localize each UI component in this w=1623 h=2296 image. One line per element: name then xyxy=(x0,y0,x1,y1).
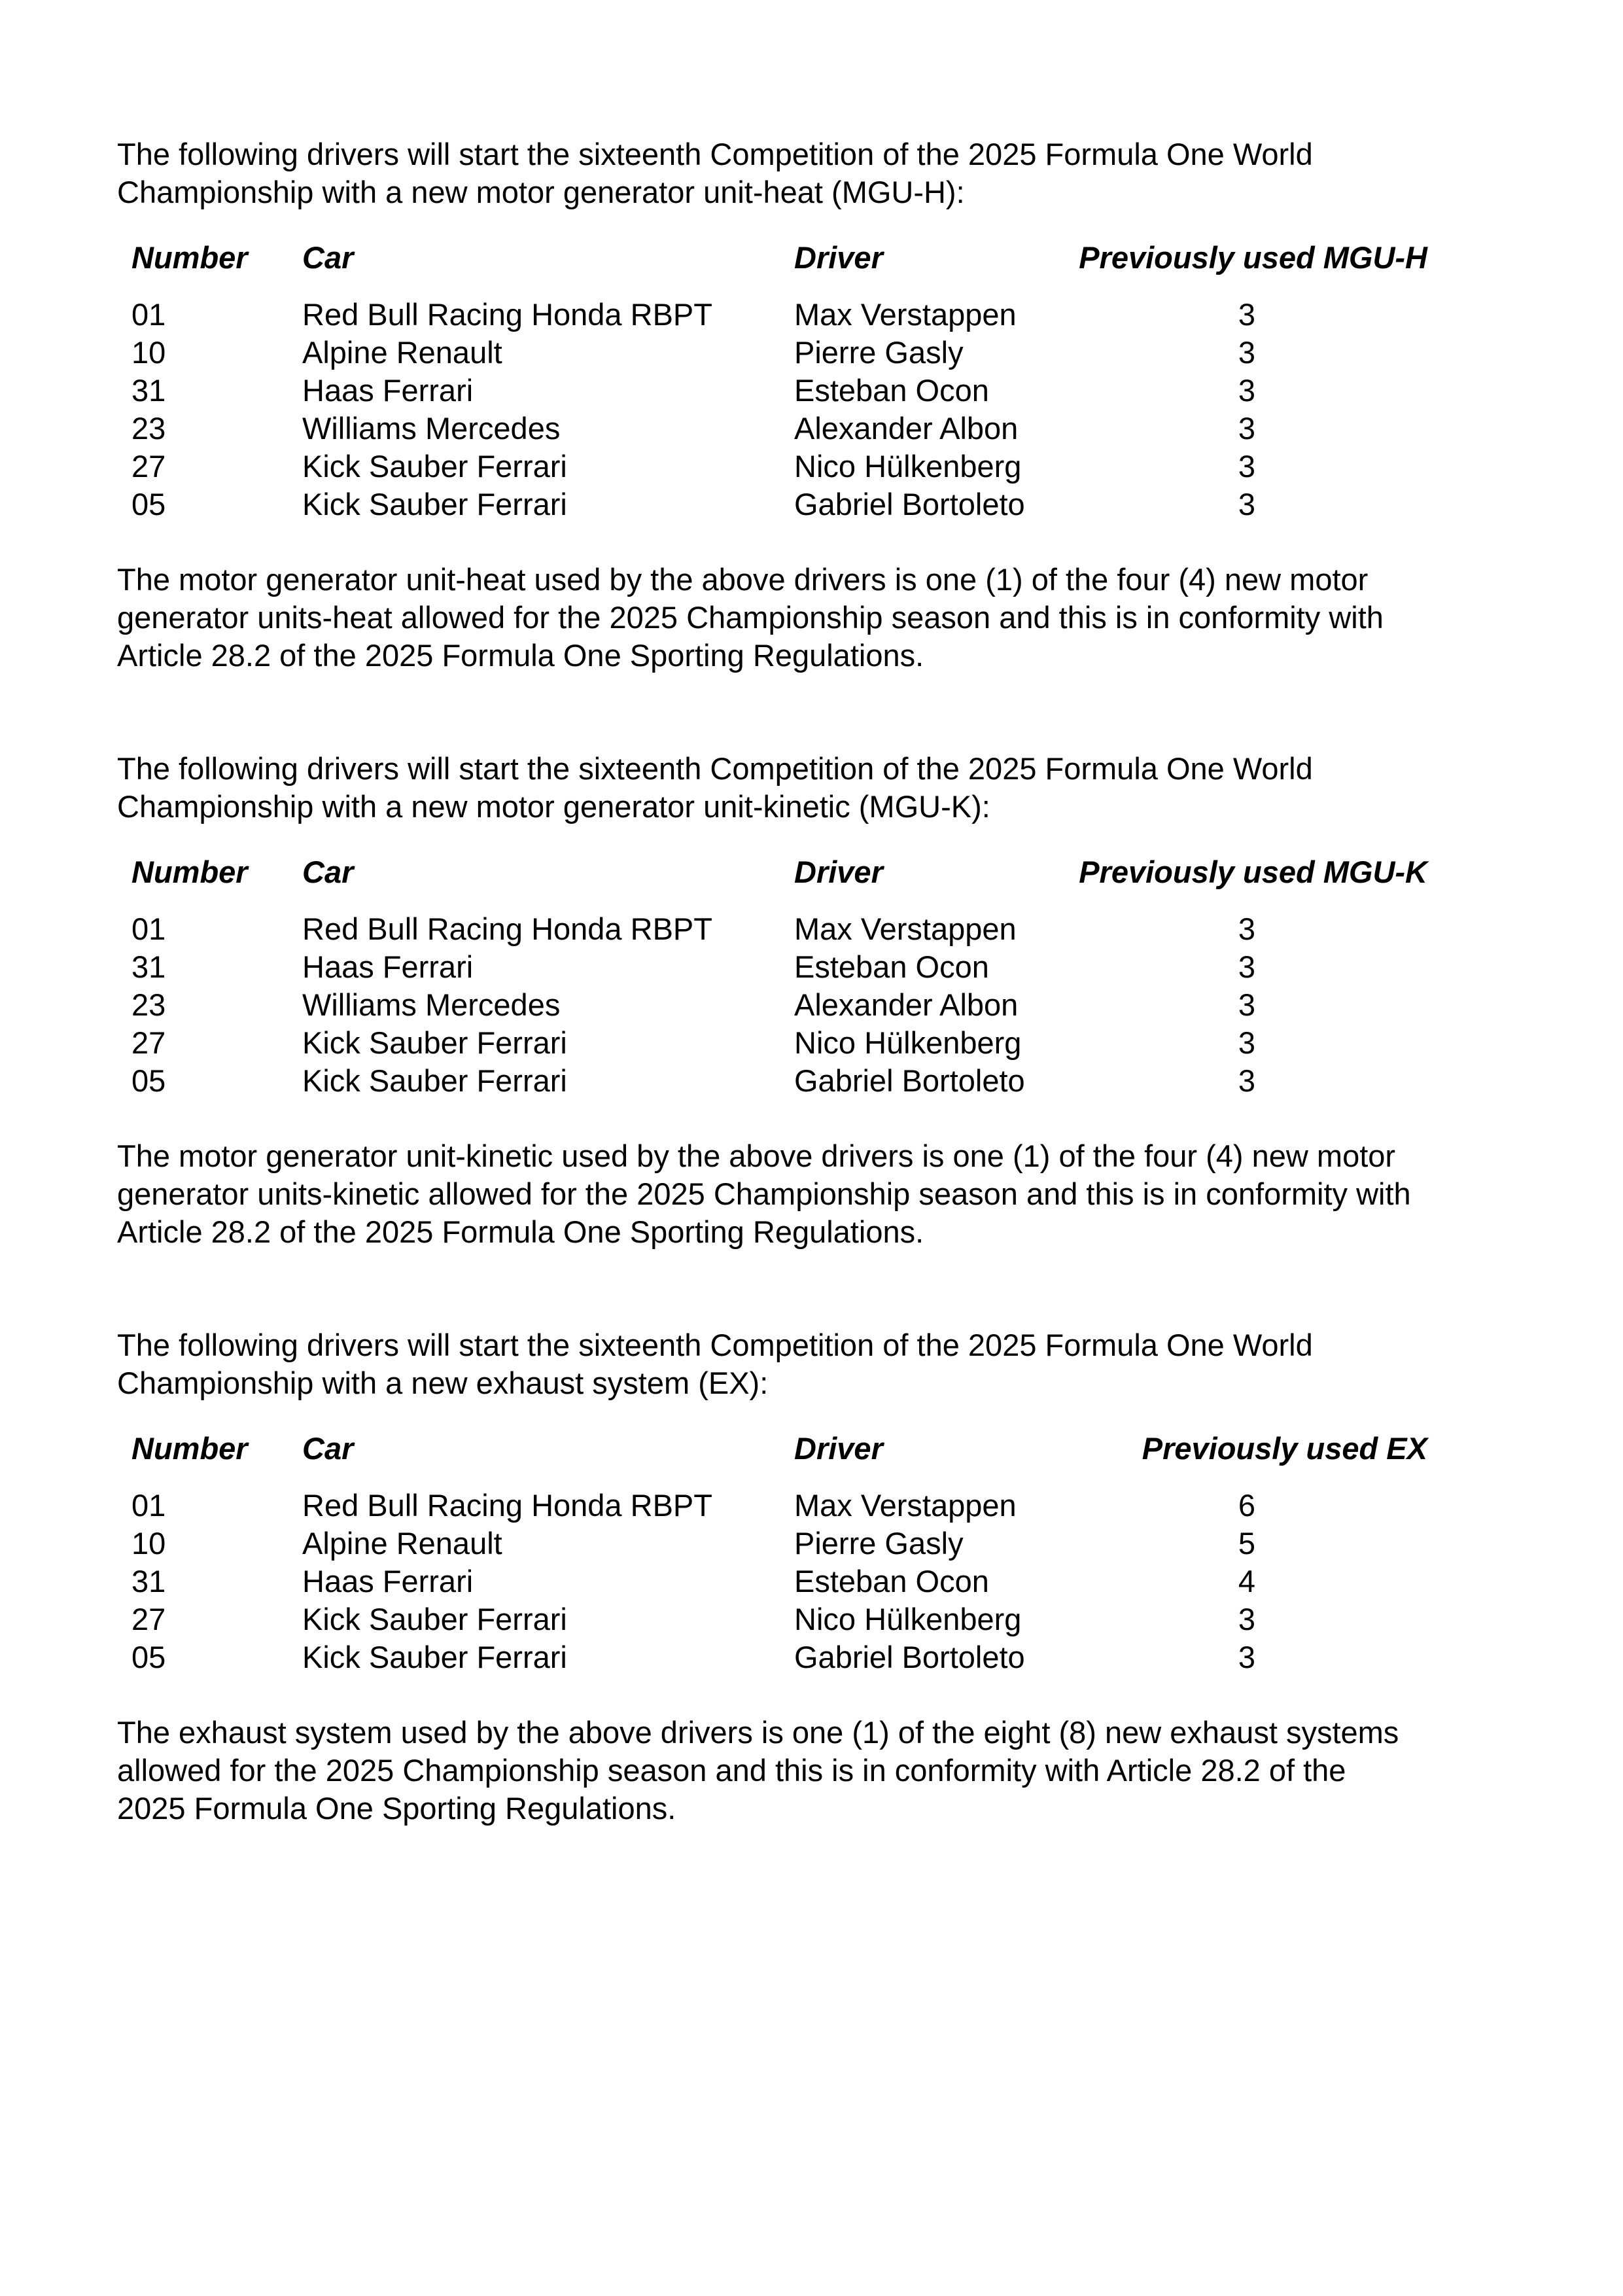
table-row xyxy=(0,1024,1623,1062)
cell-driver: Alexander Albon xyxy=(794,411,1019,446)
cell-driver: Pierre Gasly xyxy=(794,1526,964,1561)
cell-driver: Pierre Gasly xyxy=(794,335,964,370)
cell-number: 27 xyxy=(131,449,166,484)
ex-outro-line: allowed for the 2025 Championship season and this is in conformity with Article 28.2 of the xyxy=(117,1753,1346,1788)
mguh-outro xyxy=(117,561,1530,675)
cell-previous: 6 xyxy=(1238,1488,1256,1523)
cell-previous: 3 xyxy=(1238,987,1256,1022)
cell-driver: Esteban Ocon xyxy=(794,949,989,984)
header-number: Number xyxy=(131,240,248,275)
cell-car: Kick Sauber Ferrari xyxy=(302,1640,567,1674)
mguh-rows xyxy=(0,296,1623,523)
cell-driver: Max Verstappen xyxy=(794,297,1017,332)
mguh-table xyxy=(0,239,1623,279)
cell-car: Kick Sauber Ferrari xyxy=(302,1602,567,1636)
mguk-intro-line: The following drivers will start the sixteenth Competition of the 2025 Formula One World xyxy=(117,751,1313,786)
cell-driver: Nico Hülkenberg xyxy=(794,1602,1022,1636)
ex-table-header xyxy=(0,1430,1623,1470)
mguk-table-header xyxy=(0,854,1623,893)
table-row xyxy=(0,1062,1623,1100)
table-row xyxy=(0,486,1623,523)
mguh-intro-line: The following drivers will start the sixteenth Competition of the 2025 Formula One World xyxy=(117,137,1313,171)
cell-number: 10 xyxy=(131,335,166,370)
cell-car: Kick Sauber Ferrari xyxy=(302,1025,567,1060)
mguh-table-header xyxy=(0,239,1623,279)
table-row xyxy=(0,1600,1623,1638)
mguk-outro-line: Article 28.2 of the 2025 Formula One Sporting Regulations. xyxy=(117,1214,924,1249)
table-row xyxy=(0,1525,1623,1563)
header-driver: Driver xyxy=(794,1431,883,1466)
cell-car: Alpine Renault xyxy=(302,1526,502,1561)
ex-intro-line: Championship with a new exhaust system (EX): xyxy=(117,1366,769,1400)
cell-number: 23 xyxy=(131,987,166,1022)
cell-car: Red Bull Racing Honda RBPT xyxy=(302,1488,712,1523)
table-row xyxy=(0,296,1623,334)
cell-number: 05 xyxy=(131,487,166,521)
table-row xyxy=(0,1638,1623,1676)
cell-driver: Gabriel Bortoleto xyxy=(794,1063,1025,1098)
mguk-outro-line: The motor generator unit-kinetic used by the above drivers is one (1) of the four (4) new motor xyxy=(117,1139,1396,1173)
cell-driver: Esteban Ocon xyxy=(794,373,989,408)
cell-previous: 3 xyxy=(1238,1602,1256,1636)
mguh-outro-line: Article 28.2 of the 2025 Formula One Sporting Regulations. xyxy=(117,638,924,673)
cell-number: 05 xyxy=(131,1063,166,1098)
ex-outro-line: 2025 Formula One Sporting Regulations. xyxy=(117,1791,676,1826)
cell-car: Red Bull Racing Honda RBPT xyxy=(302,297,712,332)
cell-number: 01 xyxy=(131,911,166,946)
cell-driver: Nico Hülkenberg xyxy=(794,1025,1022,1060)
mguk-intro xyxy=(117,750,1530,826)
cell-driver: Alexander Albon xyxy=(794,987,1019,1022)
cell-number: 27 xyxy=(131,1025,166,1060)
table-row xyxy=(0,986,1623,1024)
cell-number: 31 xyxy=(131,949,166,984)
ex-table xyxy=(0,1430,1623,1470)
table-row xyxy=(0,1563,1623,1600)
table-row xyxy=(0,410,1623,448)
mguk-outro xyxy=(117,1137,1530,1251)
cell-previous: 3 xyxy=(1238,1063,1256,1098)
header-car: Car xyxy=(302,1431,354,1466)
cell-previous: 3 xyxy=(1238,911,1256,946)
cell-number: 01 xyxy=(131,297,166,332)
cell-previous: 3 xyxy=(1238,335,1256,370)
header-car: Car xyxy=(302,240,354,275)
cell-car: Kick Sauber Ferrari xyxy=(302,487,567,521)
cell-previous: 3 xyxy=(1238,1025,1256,1060)
table-row xyxy=(0,948,1623,986)
cell-driver: Nico Hülkenberg xyxy=(794,449,1022,484)
cell-car: Kick Sauber Ferrari xyxy=(302,449,567,484)
header-number: Number xyxy=(131,855,248,889)
cell-car: Haas Ferrari xyxy=(302,949,474,984)
cell-number: 10 xyxy=(131,1526,166,1561)
header-driver: Driver xyxy=(794,240,883,275)
cell-driver: Gabriel Bortoleto xyxy=(794,1640,1025,1674)
table-row xyxy=(0,334,1623,372)
cell-number: 05 xyxy=(131,1640,166,1674)
header-previous: Previously used MGU-H xyxy=(1079,240,1427,275)
table-row xyxy=(0,448,1623,486)
mguk-intro-line: Championship with a new motor generator unit-kinetic (MGU-K): xyxy=(117,789,990,824)
cell-number: 23 xyxy=(131,411,166,446)
cell-previous: 3 xyxy=(1238,449,1256,484)
cell-previous: 3 xyxy=(1238,373,1256,408)
mguh-outro-line: The motor generator unit-heat used by the above drivers is one (1) of the four (4) new motor xyxy=(117,562,1369,597)
header-driver: Driver xyxy=(794,855,883,889)
cell-driver: Max Verstappen xyxy=(794,1488,1017,1523)
mguk-outro-line: generator units-kinetic allowed for the 2025 Championship season and this is in conformity with xyxy=(117,1176,1411,1211)
table-row xyxy=(0,1487,1623,1525)
header-number: Number xyxy=(131,1431,248,1466)
cell-previous: 3 xyxy=(1238,411,1256,446)
ex-intro-line: The following drivers will start the sixteenth Competition of the 2025 Formula One World xyxy=(117,1328,1313,1362)
cell-driver: Gabriel Bortoleto xyxy=(794,487,1025,521)
ex-outro-line: The exhaust system used by the above drivers is one (1) of the eight (8) new exhaust systems xyxy=(117,1715,1399,1750)
cell-previous: 3 xyxy=(1238,487,1256,521)
ex-outro xyxy=(117,1714,1530,1828)
cell-previous: 4 xyxy=(1238,1564,1256,1598)
cell-number: 31 xyxy=(131,1564,166,1598)
cell-car: Red Bull Racing Honda RBPT xyxy=(302,911,712,946)
mguk-rows xyxy=(0,910,1623,1100)
cell-number: 01 xyxy=(131,1488,166,1523)
cell-car: Alpine Renault xyxy=(302,335,502,370)
cell-previous: 5 xyxy=(1238,1526,1256,1561)
cell-previous: 3 xyxy=(1238,1640,1256,1674)
cell-previous: 3 xyxy=(1238,949,1256,984)
cell-car: Williams Mercedes xyxy=(302,411,561,446)
cell-number: 31 xyxy=(131,373,166,408)
table-row xyxy=(0,372,1623,410)
table-row xyxy=(0,910,1623,948)
cell-number: 27 xyxy=(131,1602,166,1636)
cell-driver: Esteban Ocon xyxy=(794,1564,989,1598)
cell-previous: 3 xyxy=(1238,297,1256,332)
header-previous: Previously used EX xyxy=(1142,1431,1427,1466)
cell-car: Haas Ferrari xyxy=(302,1564,474,1598)
ex-rows xyxy=(0,1487,1623,1676)
cell-car: Williams Mercedes xyxy=(302,987,561,1022)
mguh-intro xyxy=(117,135,1530,211)
mguh-outro-line: generator units-heat allowed for the 2025 Championship season and this is in conformity with xyxy=(117,600,1384,635)
cell-car: Kick Sauber Ferrari xyxy=(302,1063,567,1098)
cell-car: Haas Ferrari xyxy=(302,373,474,408)
header-car: Car xyxy=(302,855,354,889)
header-previous: Previously used MGU-K xyxy=(1079,855,1427,889)
mguh-intro-line: Championship with a new motor generator unit-heat (MGU-H): xyxy=(117,175,965,209)
ex-intro xyxy=(117,1326,1530,1402)
cell-driver: Max Verstappen xyxy=(794,911,1017,946)
mguk-table xyxy=(0,854,1623,893)
